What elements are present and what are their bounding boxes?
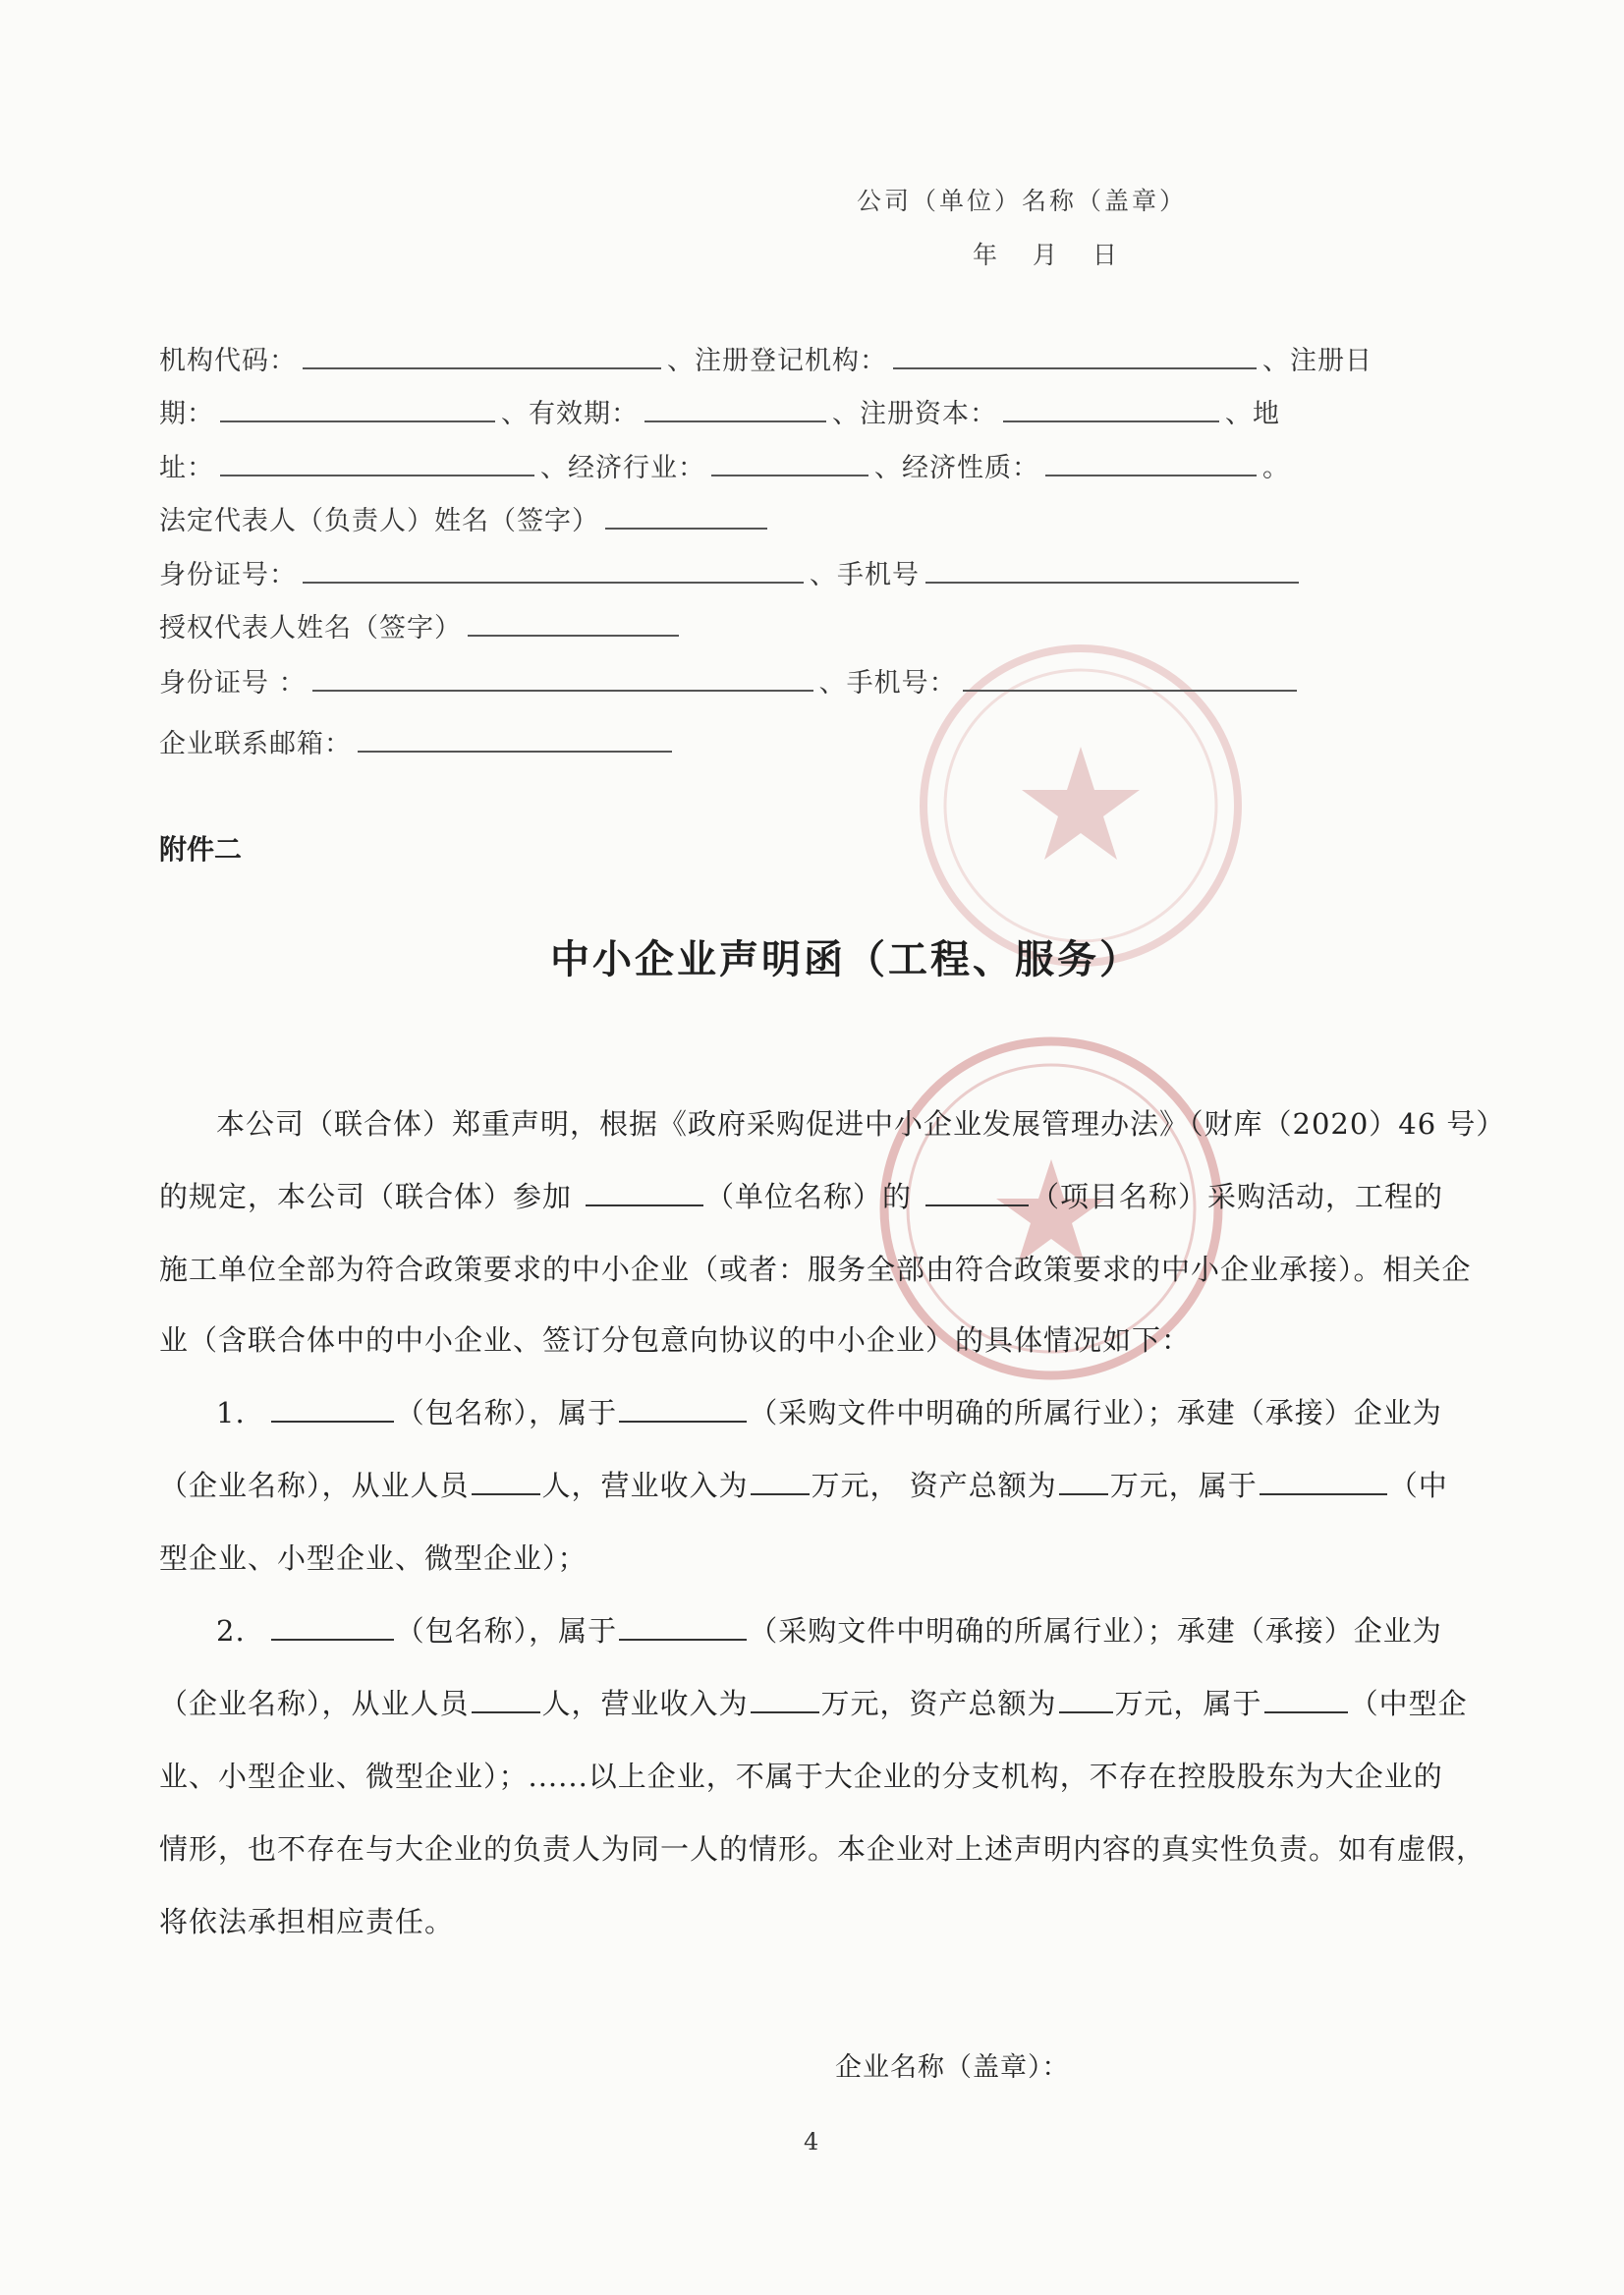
id-number-field-2[interactable] — [312, 689, 813, 692]
item2-text-a: （包名称），属于 — [395, 1614, 618, 1648]
item2-size-blank[interactable] — [1264, 1710, 1348, 1713]
phone-field-1[interactable] — [925, 581, 1299, 584]
attachment-label: 附件二 — [159, 833, 243, 866]
phone-label-2: 、手机号： — [818, 668, 957, 699]
item2-line4: 情形，也不存在与大企业的负责人为同一人的情形。本企业对上述声明内容的真实性负责。如有虚假， — [159, 1832, 1486, 1866]
item1-text-a: （包名称），属于 — [395, 1396, 618, 1429]
item1-text-c: （企业名称），从业人员 — [159, 1469, 470, 1502]
item2-assets-blank[interactable] — [1059, 1710, 1113, 1713]
item1-text-b: （采购文件中明确的所属行业）；承建（承接）企业为 — [749, 1396, 1442, 1429]
form-row-2 — [159, 392, 1280, 430]
form-row-1 — [159, 339, 1372, 377]
item1-industry-blank[interactable] — [619, 1420, 747, 1423]
validity-field[interactable] — [644, 420, 826, 422]
item1-line3: 型企业、小型企业、微型企业）； — [159, 1541, 588, 1575]
item1-package-blank[interactable] — [271, 1420, 394, 1423]
para1-line1: 本公司（联合体）郑重声明，根据《政府采购促进中小企业发展管理办法》（财库（2020）46 号） — [216, 1107, 1506, 1141]
legal-rep-field[interactable] — [605, 527, 767, 530]
reg-date-field[interactable] — [220, 420, 495, 422]
email-label: 企业联系邮箱： — [159, 729, 352, 759]
org-code-label: 机构代码： — [159, 346, 297, 376]
nature-field[interactable] — [1045, 474, 1257, 476]
para1-line4: 业（含联合体中的中小企业、签订分包意向协议的中小企业）的具体情况如下： — [159, 1323, 1192, 1357]
item1-revenue-blank[interactable] — [751, 1492, 810, 1495]
item2-text-d: 人，营业收入为 — [541, 1687, 749, 1720]
item2-revenue-blank[interactable] — [751, 1710, 819, 1713]
email-field[interactable] — [358, 750, 672, 753]
page-number: 4 — [804, 2128, 819, 2155]
date-label: 年 月 日 — [973, 241, 1131, 269]
industry-field[interactable] — [711, 474, 868, 476]
form-row-5 — [159, 553, 1305, 591]
para1-text-a: 的规定，本公司（联合体）参加 — [159, 1180, 573, 1213]
item2-text-c: （企业名称），从业人员 — [159, 1687, 470, 1720]
org-code-field[interactable] — [303, 366, 661, 369]
item2-industry-blank[interactable] — [619, 1638, 747, 1641]
auth-rep-label: 授权代表人姓名（签字） — [159, 613, 462, 644]
item2-line1 — [216, 1609, 1442, 1650]
address-label-cont: 址： — [159, 453, 214, 483]
reg-date-label-cont: 期： — [159, 399, 214, 429]
project-name-blank[interactable] — [925, 1203, 1029, 1206]
auth-rep-field[interactable] — [468, 634, 679, 637]
item2-line2 — [159, 1682, 1468, 1722]
nature-end: 。 — [1262, 453, 1290, 483]
item1-size-blank[interactable] — [1260, 1492, 1387, 1495]
reg-authority-field[interactable] — [893, 366, 1257, 369]
item2-line5: 将依法承担相应责任。 — [159, 1905, 455, 1938]
form-row-8 — [159, 722, 678, 760]
reg-date-label: 、注册日 — [1262, 346, 1372, 376]
item2-number: 2. — [216, 1614, 246, 1648]
address-label: 、地 — [1225, 399, 1280, 429]
item2-text-g: （中型企 — [1349, 1687, 1468, 1720]
reg-capital-label: 、注册资本： — [832, 399, 997, 429]
item1-line1 — [216, 1391, 1442, 1431]
item2-text-e: 万元，资产总额为 — [820, 1687, 1057, 1720]
legal-rep-label: 法定代表人（负责人）姓名（签字） — [159, 506, 599, 536]
phone-field-2[interactable] — [963, 689, 1297, 692]
address-field[interactable] — [220, 474, 534, 476]
item1-line2 — [159, 1464, 1448, 1504]
phone-label-1: 、手机号 — [810, 560, 920, 590]
reg-authority-label: 、注册登记机构： — [667, 346, 887, 376]
reg-capital-field[interactable] — [1003, 420, 1219, 422]
id-number-label-2: 身份证号 ： — [159, 668, 307, 699]
nature-label: 、经济性质： — [874, 453, 1039, 483]
id-number-label-1: 身份证号： — [159, 560, 297, 590]
unit-name-blank[interactable] — [586, 1203, 703, 1206]
item2-package-blank[interactable] — [271, 1638, 394, 1641]
form-row-3 — [159, 446, 1290, 484]
para1-line3: 施工单位全部为符合政策要求的中小企业（或者：服务全部由符合政策要求的中小企业承接）。相关企 — [159, 1253, 1472, 1286]
form-row-6 — [159, 606, 685, 644]
item2-staff-blank[interactable] — [472, 1710, 540, 1713]
item1-text-g: （中 — [1388, 1469, 1448, 1502]
para1-text-c: （项目名称）采购活动，工程的 — [1031, 1180, 1444, 1213]
form-row-7 — [159, 661, 1303, 700]
validity-label: 、有效期： — [501, 399, 639, 429]
para1-text-b: （单位名称）的 — [705, 1180, 913, 1213]
para1-line2 — [159, 1175, 1443, 1215]
industry-label: 、经济行业： — [540, 453, 705, 483]
item1-text-e: 万元， 资产总额为 — [811, 1469, 1057, 1502]
item2-line3: 业、小型企业、微型企业）；......以上企业，不属于大企业的分支机构，不存在控股股东为大企业的 — [159, 1760, 1443, 1793]
item1-assets-blank[interactable] — [1059, 1492, 1108, 1495]
item2-text-f: 万元，属于 — [1114, 1687, 1262, 1720]
signature-label: 企业名称（盖章）： — [835, 2052, 1070, 2083]
id-number-field-1[interactable] — [303, 581, 804, 584]
item2-text-b: （采购文件中明确的所属行业）；承建（承接）企业为 — [749, 1614, 1442, 1648]
form-row-4 — [159, 499, 773, 537]
document-title: 中小企业声明函（工程、服务） — [550, 937, 1142, 982]
item1-number: 1. — [216, 1396, 246, 1429]
item1-text-f: 万元，属于 — [1109, 1469, 1258, 1502]
item1-text-d: 人，营业收入为 — [541, 1469, 749, 1502]
item1-staff-blank[interactable] — [472, 1492, 540, 1495]
company-stamp-label: 公司（单位）名称（盖章） — [857, 187, 1188, 215]
